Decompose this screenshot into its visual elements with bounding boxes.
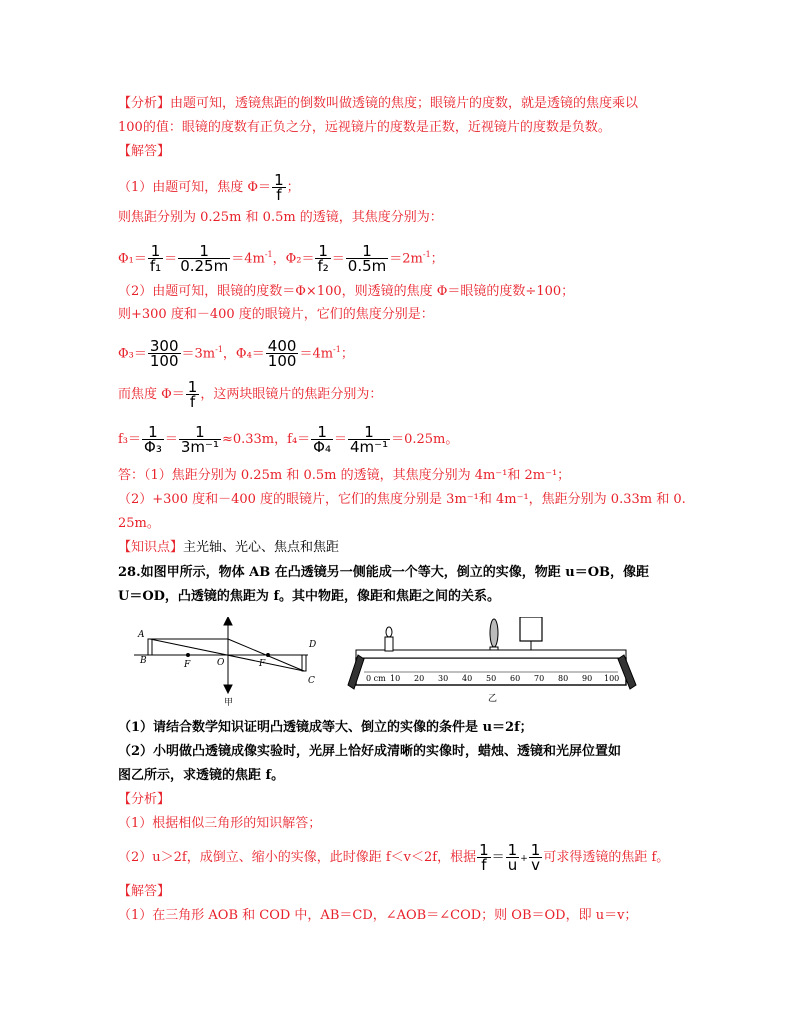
tick-60: 60: [510, 674, 521, 683]
solution-step-4: 则+300 度和－400 度的眼镜片，它们的焦度分别是：: [118, 307, 434, 322]
question-figures: [128, 617, 648, 709]
tick-30: 30: [438, 674, 449, 683]
question-28-sub-2b: 图乙所示，求透镜的焦距 f。: [118, 768, 285, 783]
label-F-right: F: [259, 659, 266, 669]
answer-line-2b: 25m。: [118, 516, 160, 531]
solution-tag: 【解答】: [118, 144, 171, 159]
label-F-left: F: [184, 660, 191, 670]
fraction-1-over-f-c: $\frac{1}{f}$: [479, 841, 489, 874]
analysis-2-p1: （1）根据相似三角形的知识解答；: [118, 816, 322, 831]
tick-80: 80: [558, 674, 569, 683]
question-28-line-2: U＝OD，凸透镜的焦距为 f。其中物距，像距和焦距之间的关系。: [118, 589, 501, 604]
fraction-1-over-f-b: $\frac{1}{f}$: [187, 378, 198, 411]
fraction-f4-b: $\frac{1}{\text{4m⁻¹}}$: [350, 423, 389, 456]
phi-3-4-equation: Φ₃＝ $\frac{300}{100}$ $=3m^{-1}$，Φ₄＝ $\frac{400}{100}$ $=4m^{-1}$；: [118, 337, 354, 371]
label-B: B: [140, 656, 147, 666]
fraction-phi4: $\frac{400}{100}$: [267, 337, 297, 371]
label-A: A: [138, 630, 145, 640]
phi-1-2-equation: Φ₁＝ $\frac{1}{\text{f₁}}$ ＝ $\frac{1}{0.25m}$ $=4m^{-1}$，Φ₂＝ $\frac{1}{\text{f₂}}$ ＝ $\frac{1}{0.5m}$ $=2m^{-1}$；: [118, 242, 444, 276]
fraction-1-over-v: $\frac{1}{v}$: [530, 841, 541, 874]
tick-70: 70: [534, 674, 545, 683]
answer-line-1: 答：（1）焦距分别为 0.25m 和 0.5m 的透镜，其焦度分别为 4m⁻¹和 2m⁻¹；: [118, 468, 571, 483]
tick-10: 10: [390, 674, 401, 683]
caption-jia: 甲: [224, 698, 234, 708]
analysis-2-tag: 【分析】: [118, 792, 171, 807]
question-28-line-1: 28.如图甲所示，物体 AB 在凸透镜另一侧能成一个等大，倒立的实像，物距 u＝OB，像距: [118, 565, 650, 580]
analysis-2-p2: （2）u＞2f，成倒立、缩小的实像，此时像距 f＜v＜2f，根据 $\frac{1}{f}$ ＝ $\frac{1}{u}$ + $\frac{1}{v}$ 可求得透镜的焦距 f。: [118, 841, 670, 874]
tick-100: 100: [604, 674, 620, 683]
fraction-f4-a: $\frac{1}{\text{Φ₄}}$: [313, 423, 331, 456]
tick-50: 50: [486, 674, 497, 683]
solution-step-5: 而焦度 Φ＝ $\frac{1}{f}$ ，这两块眼镜片的焦距分别为：: [118, 378, 383, 411]
fraction-phi2-b: $\frac{1}{0.5m}$: [347, 242, 387, 276]
caption-yi: 乙: [488, 694, 498, 704]
knowledge-point: [118, 540, 339, 556]
fraction-f3-b: $\frac{1}{\text{3m⁻¹}}$: [180, 423, 219, 456]
solution-step-3: （2）由题可知，眼镜的度数＝Φ×100，则透镜的焦度 Φ＝眼镜的度数÷100；: [118, 284, 575, 299]
solution-2-p1: （1）在三角形 AOB 和 COD 中，AB＝CD，∠AOB＝∠COD；则 OB＝OD，即 u＝v；: [118, 908, 638, 923]
tick-40: 40: [462, 674, 473, 683]
fraction-phi1-a: $\frac{1}{\text{f₁}}$: [149, 242, 162, 276]
label-O: O: [217, 658, 225, 668]
solution-step-2: 则焦距分别为 0.25m 和 0.5m 的透镜，其焦度分别为：: [118, 210, 443, 225]
fraction-f3-a: $\frac{1}{\text{Φ₃}}$: [144, 423, 162, 456]
figure-jia-and-yi: [128, 617, 648, 709]
analysis-paragraph: [118, 96, 638, 112]
tick-90: 90: [582, 674, 593, 683]
analysis-text-b: 100的值：眼镜的度数有正负之分，远视镜片的度数是正数，近视镜片的度数是负数。: [118, 120, 611, 135]
knowledge-text: 主光轴、光心、焦点和焦距: [183, 540, 340, 555]
knowledge-tag: 【知识点】: [118, 540, 184, 555]
solution-2-tag: 【解答】: [118, 884, 171, 899]
fraction-phi2-a: $\frac{1}{\text{f₂}}$: [317, 242, 329, 276]
answer-line-2a: （2）+300 度和－400 度的眼镜片，它们的焦度分别是 3m⁻¹和 4m⁻¹，焦距分别为 0.33m 和 0.: [118, 492, 686, 507]
fraction-1-over-f: $\frac{1}{f}$: [274, 171, 284, 204]
figure-jia: [134, 617, 308, 693]
fraction-phi3: $\frac{300}{100}$: [149, 337, 179, 371]
fraction-phi1-b: $\frac{1}{0.25m}$: [180, 242, 229, 276]
question-28-sub-2a: （2）小明做凸透镜成像实验时，光屏上恰好成清晰的实像时，蜡烛、透镜和光屏位置如: [118, 744, 622, 759]
label-C: C: [308, 676, 315, 686]
question-28-sub-1: （1）请结合数学知识证明凸透镜成等大、倒立的实像的条件是 u＝2f；: [118, 720, 533, 735]
analysis-text-a: 由题可知，透镜焦距的倒数叫做透镜的焦度；眼镜片的度数，就是透镜的焦度乘以: [170, 96, 639, 111]
analysis-tag: 【分析】: [118, 96, 171, 111]
solution-step-1: （1）由题可知，焦度 Φ＝ $\frac{1}{f}$ ；: [118, 171, 300, 204]
tick-0: 0 cm: [366, 674, 386, 683]
f-3-4-equation: f₃＝ $\frac{1}{\text{Φ₃}}$ ＝ $\frac{1}{\text{3m⁻¹}}$ ≈0.33m，f₄＝ $\frac{1}{\text{Φ₄}}$ ＝ $\frac{1}{\text{4m⁻¹}}$ ＝0.25m。: [118, 423, 459, 456]
fraction-1-over-u: $\frac{1}{u}$: [507, 841, 518, 874]
tick-20: 20: [414, 674, 425, 683]
label-D: D: [309, 640, 317, 650]
